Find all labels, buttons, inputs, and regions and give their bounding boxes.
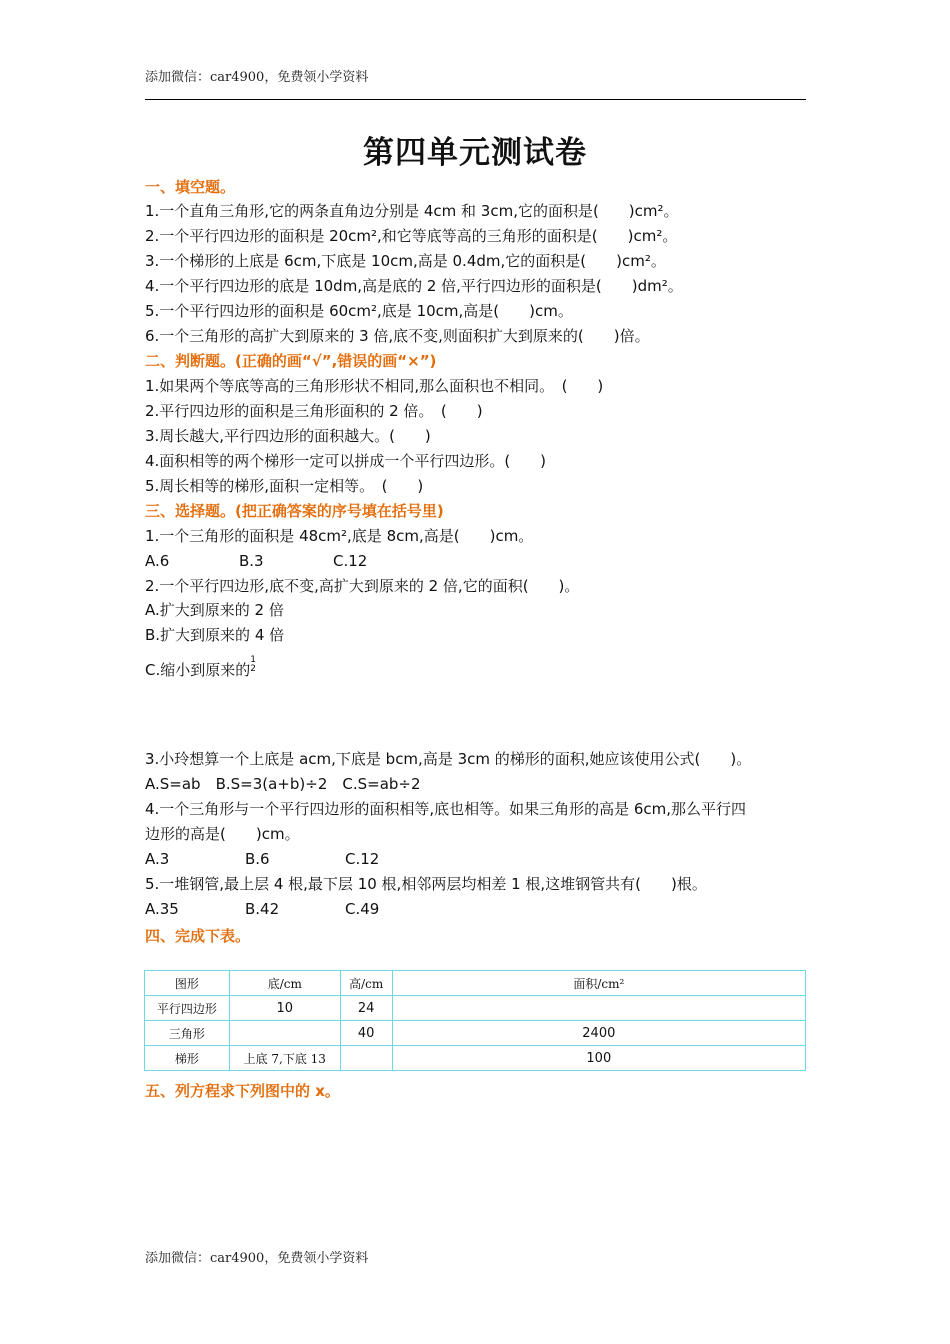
fraction-denominator: 2: [250, 664, 256, 674]
choice-question-4-line-2: 边形的高是( )cm。: [145, 825, 300, 843]
judge-question-2: 2.平行四边形的面积是三角形面积的 2 倍。 ( ): [145, 402, 483, 420]
table-cell: [392, 996, 805, 1021]
fill-question-4: 4.一个平行四边形的底是 10dm,高是底的 2 倍,平行四边形的面积是( )dm²。: [145, 277, 683, 295]
option-c-text: C.缩小到原来的: [145, 661, 251, 679]
table-cell: 40: [340, 1021, 392, 1046]
shape-area-table: [144, 970, 806, 1071]
judge-question-5: 5.周长相等的梯形,面积一定相等。 ( ): [145, 477, 424, 495]
choice-question-2-option-b: B.扩大到原来的 4 倍: [145, 626, 285, 644]
fill-question-1: 1.一个直角三角形,它的两条直角边分别是 4cm 和 3cm,它的面积是( )cm²。: [145, 202, 679, 220]
choice-question-2: 2.一个平行四边形,底不变,高扩大到原来的 2 倍,它的面积( )。: [145, 577, 580, 595]
table-header-cell: 面积/cm²: [392, 971, 805, 996]
table-header-cell: 底/cm: [229, 971, 340, 996]
section-choice-heading: 三、选择题。(把正确答案的序号填在括号里): [145, 502, 444, 520]
choice-question-1-options: [145, 551, 367, 571]
table-header-cell: 图形: [145, 971, 230, 996]
section-table-heading: 四、完成下表。: [145, 927, 251, 945]
fill-question-2: 2.一个平行四边形的面积是 20cm²,和它等底等高的三角形的面积是( )cm²。: [145, 227, 678, 245]
option-a: A.6: [145, 552, 170, 570]
table-row: [145, 1021, 806, 1046]
option-a: A.35: [145, 900, 179, 918]
option-c: C.49: [345, 900, 380, 918]
table-row: [145, 1046, 806, 1071]
fill-question-3: 3.一个梯形的上底是 6cm,下底是 10cm,高是 0.4dm,它的面积是( )cm²。: [145, 252, 666, 270]
page-header: 添加微信：car4900，免费领小学资料: [145, 70, 369, 85]
table-cell: 10: [229, 996, 340, 1021]
choice-question-5-options: [145, 899, 379, 919]
table-cell: 平行四边形: [145, 996, 230, 1021]
judge-question-3: 3.周长越大,平行四边形的面积越大。( ): [145, 427, 431, 445]
header-divider: [145, 99, 806, 100]
option-a: A.3: [145, 850, 170, 868]
page-footer: 添加微信：car4900，免费领小学资料: [145, 1251, 369, 1266]
table-row: [145, 996, 806, 1021]
table-cell: 24: [340, 996, 392, 1021]
table-cell: [229, 1021, 340, 1046]
section-fill-heading: 一、填空题。: [145, 178, 236, 196]
option-c: C.12: [345, 850, 380, 868]
section-judge-heading: 二、判断题。(正确的画“√”,错误的画“×”): [145, 352, 437, 370]
option-b: B.42: [245, 900, 280, 918]
table-header-row: [145, 971, 806, 996]
option-c: C.12: [333, 552, 368, 570]
table-header-cell: 高/cm: [340, 971, 392, 996]
table-cell: 2400: [392, 1021, 805, 1046]
table-cell: 三角形: [145, 1021, 230, 1046]
option-b: B.6: [245, 850, 270, 868]
fraction: [250, 656, 256, 674]
table-cell: [340, 1046, 392, 1071]
section-equation-heading: 五、列方程求下列图中的 x。: [145, 1082, 340, 1100]
option-b: B.3: [239, 552, 264, 570]
choice-question-4-options: [145, 849, 379, 869]
choice-question-1: 1.一个三角形的面积是 48cm²,底是 8cm,高是( )cm。: [145, 527, 534, 545]
fill-question-5: 5.一个平行四边形的面积是 60cm²,底是 10cm,高是( )cm。: [145, 302, 573, 320]
judge-question-4: 4.面积相等的两个梯形一定可以拼成一个平行四边形。( ): [145, 452, 547, 470]
judge-question-1: 1.如果两个等底等高的三角形形状不相同,那么面积也不相同。 ( ): [145, 377, 604, 395]
choice-question-5: 5.一堆钢管,最上层 4 根,最下层 10 根,相邻两层均相差 1 根,这堆钢管共有( )根。: [145, 875, 707, 893]
choice-question-3: 3.小玲想算一个上底是 acm,下底是 bcm,高是 3cm 的梯形的面积,她应该使用公式( )。: [145, 750, 752, 768]
choice-question-2-option-c: [145, 656, 256, 680]
fraction-numerator: 1: [250, 655, 256, 665]
choice-question-3-options: A.S=ab B.S=3(a+b)÷2 C.S=ab÷2: [145, 775, 421, 793]
table-cell: 100: [392, 1046, 805, 1071]
table-cell: 梯形: [145, 1046, 230, 1071]
page-title: 第四单元测试卷: [363, 135, 587, 171]
choice-question-2-option-a: A.扩大到原来的 2 倍: [145, 601, 284, 619]
choice-question-4-line-1: 4.一个三角形与一个平行四边形的面积相等,底也相等。如果三角形的高是 6cm,那么平行四: [145, 800, 747, 818]
table-cell: 上底 7,下底 13: [229, 1046, 340, 1071]
fill-question-6: 6.一个三角形的高扩大到原来的 3 倍,底不变,则面积扩大到原来的( )倍。: [145, 327, 650, 345]
